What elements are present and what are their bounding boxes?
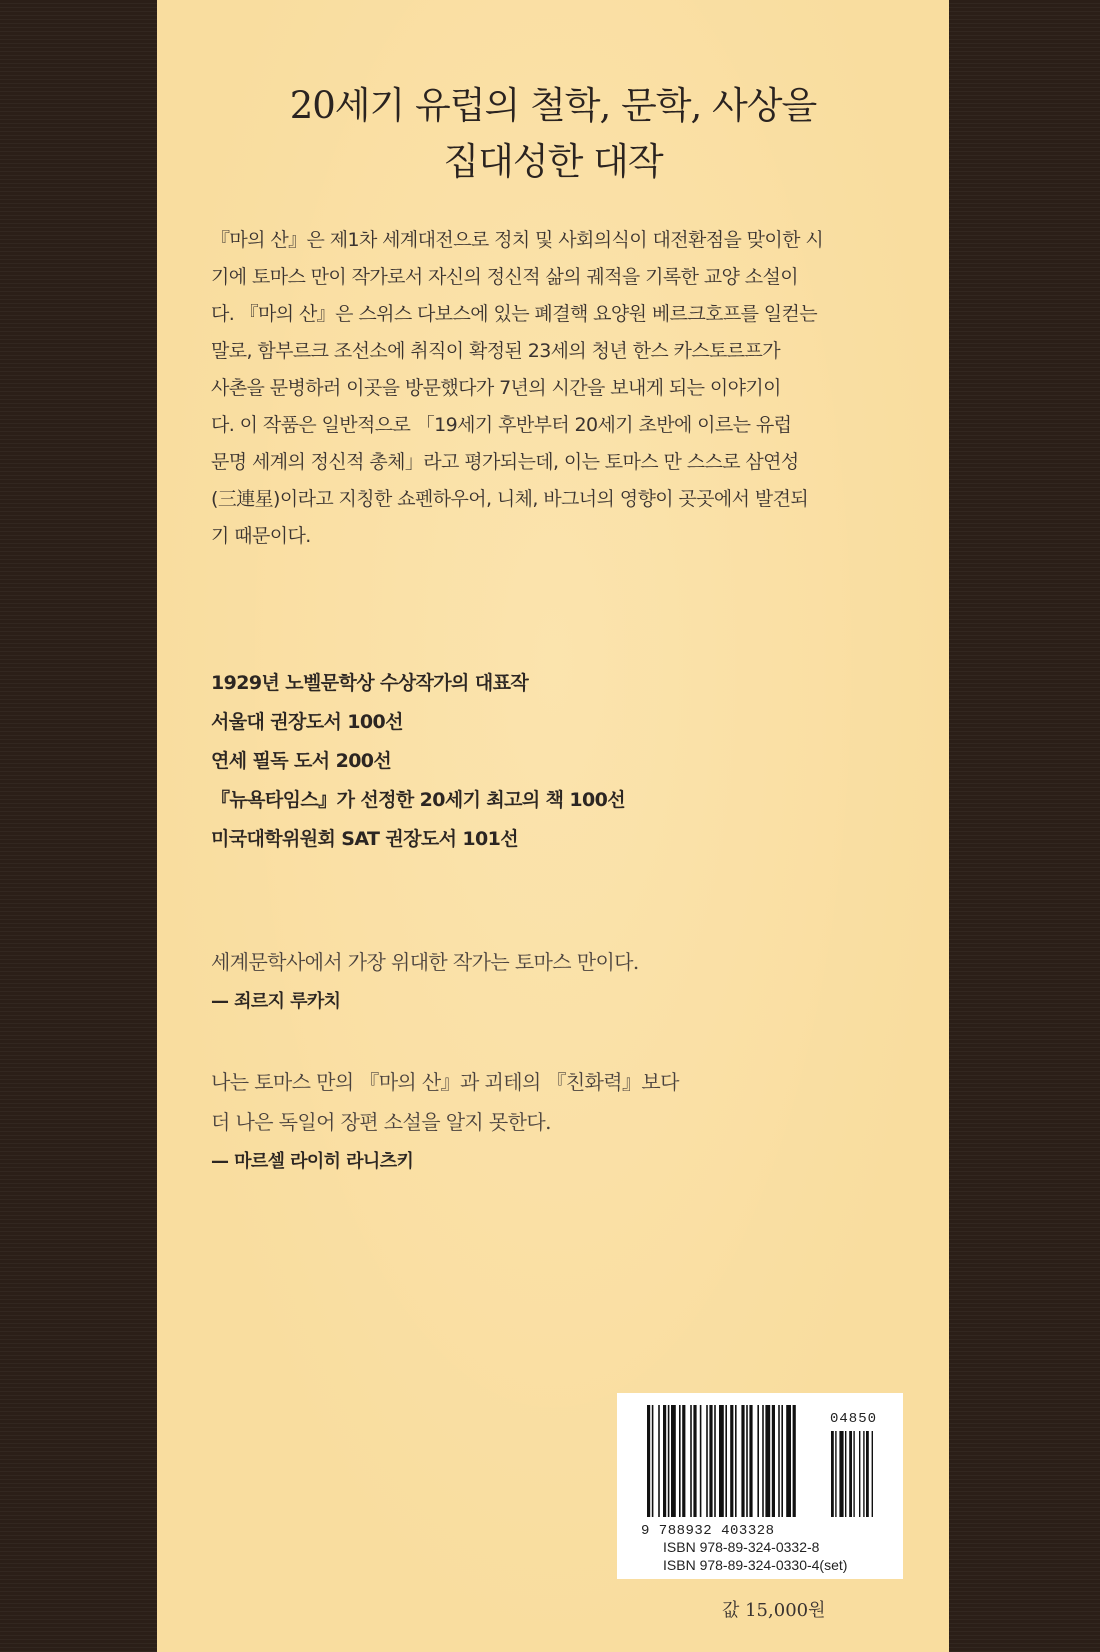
isbn-main: ISBN 978-89-324-0332-8 [663,1539,820,1555]
accolade-item: 연세 필독 도서 200선 [211,750,392,772]
description-line: 기 때문이다. [211,525,311,547]
headline-line-1: 20세기 유럽의 철학, 문학, 사상을 [289,84,817,127]
isbn-set: ISBN 978-89-324-0330-4(set) [663,1557,848,1573]
description-line: (三連星)이라고 지칭한 쇼펜하우어, 니체, 바그너의 영향이 곳곳에서 발견되 [211,488,809,510]
quote-text: 세계문학사에서 가장 위대한 작가는 토마스 만이다. [211,950,639,974]
description-line: 다. 이 작품은 일반적으로 「19세기 후반부터 20세기 초반에 이르는 유럽 [211,414,792,436]
accolade-item: 미국대학위원회 SAT 권장도서 101선 [211,828,519,850]
headline-line-2: 집대성한 대작 [443,140,663,183]
quote-attribution: — 마르셀 라이히 라니츠키 [211,1151,414,1172]
accolade-item: 『뉴욕타임스』가 선정한 20세기 최고의 책 100선 [211,789,626,811]
barcode-label [617,1393,903,1579]
description-line: 문명 세계의 정신적 총체」라고 평가되는데, 이는 토마스 만 스스로 삼연성 [211,451,799,473]
accolade-item: 서울대 권장도서 100선 [211,711,403,733]
description-line: 말로, 함부르크 조선소에 취직이 확정된 23세의 청년 한스 카스토르프가 [211,340,781,362]
quote-text: 더 나은 독일어 장편 소설을 알지 못한다. [211,1110,551,1134]
quote-lukacs [211,942,911,1022]
accolades-list [211,664,911,859]
barcode-digits: 9 788932 403328 [641,1523,775,1539]
quote-reich-ranicki [211,1062,911,1182]
description-line: 기에 토마스 만이 작가로서 자신의 정신적 삶의 궤적을 기록한 교양 소설이 [211,266,799,288]
headline [157,78,949,190]
description-line: 사촌을 문병하러 이곳을 방문했다가 7년의 시간을 보내게 되는 이야기이 [211,377,781,399]
price-label: 값 15,000원 [722,1600,826,1621]
description-line: 다. 『마의 산』은 스위스 다보스에 있는 폐결핵 요양원 베르크호프를 일컫는 [211,303,818,325]
addon-code: 04850 [830,1411,878,1427]
quote-attribution: — 죄르지 루카치 [211,991,341,1012]
quote-text: 나는 토마스 만의 『마의 산』과 괴테의 『친화력』보다 [211,1070,679,1094]
description-line: 『마의 산』은 제1차 세계대전으로 정치 및 사회의식이 대전환점을 맞이한 시 [211,229,824,251]
accolade-item: 1929년 노벨문학상 수상작가의 대표작 [211,672,529,694]
book-description [211,222,911,555]
